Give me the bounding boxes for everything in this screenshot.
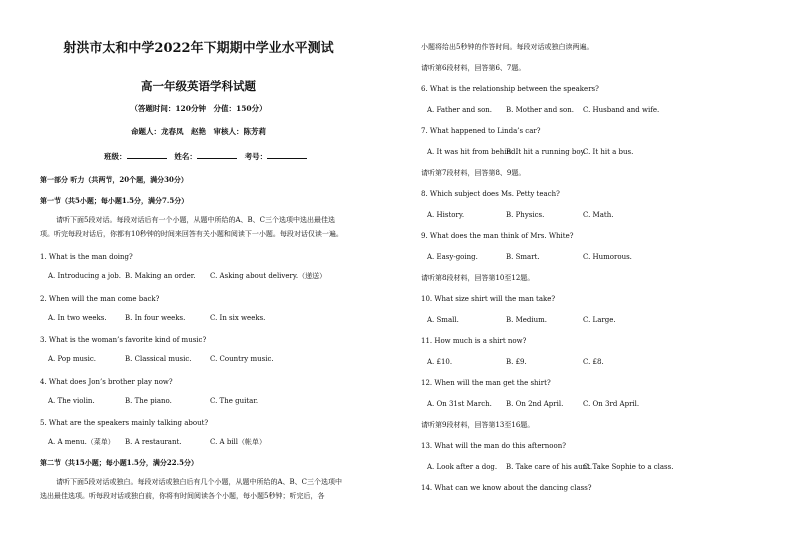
question-3: 3. What is the woman’s favorite kind of music? <box>40 336 207 344</box>
section2-instruction-continued: 小题将给出5秒钟的作答时间。每段对话或独白读两遍。 <box>421 43 594 51</box>
question-3-option-a: A. Pop music. <box>48 355 96 363</box>
question-4-option-a: A. The violin. <box>48 397 95 405</box>
question-10-option-c: C. Large. <box>583 316 616 324</box>
question-12-option-a: A. On 31st March. <box>427 400 492 408</box>
question-9-option-b: B. Smart. <box>506 253 540 261</box>
question-1-option-a: A. Introducing a job. <box>48 272 122 280</box>
question-13: 13. What will the man do this afternoon? <box>421 442 567 450</box>
section1-heading: 第一节（共5小题；每小题1.5分，满分7.5分） <box>40 196 189 205</box>
number-blank[interactable] <box>267 151 307 159</box>
question-8-option-c: C. Math. <box>583 211 614 219</box>
question-7-option-a: A. It was hit from behind. <box>427 148 518 156</box>
question-2-option-a: A. In two weeks. <box>48 314 107 322</box>
question-1-option-c: C. Asking about delivery.（递送） <box>210 272 327 280</box>
name-blank[interactable] <box>197 151 237 159</box>
question-12: 12. When will the man get the shirt? <box>421 379 551 387</box>
question-6: 6. What is the relationship between the speakers? <box>421 85 599 93</box>
material-instruction: 请听第7段材料，回答第8、9题。 <box>421 169 526 177</box>
question-6-option-c: C. Husband and wife. <box>583 106 660 114</box>
section2-heading: 第二节（共15小题；每小题1.5分，满分22.5分） <box>40 458 198 467</box>
material-instruction: 请听第9段材料，回答第13至16题。 <box>421 421 535 429</box>
number-label: 考号： <box>244 152 268 161</box>
exam-authors: 命题人：龙春凤 赵艳 审核人：陈芳莉 <box>131 127 266 136</box>
class-label: 班级： <box>104 152 127 161</box>
question-3-option-b: B. Classical music. <box>125 355 192 363</box>
question-10-option-a: A. Small. <box>427 316 459 324</box>
exam-info: （答题时间：120分钟 分值：150分） <box>130 104 267 113</box>
question-10: 10. What size shirt will the man take? <box>421 295 556 303</box>
question-11-option-c: C. £8. <box>583 358 604 366</box>
question-7-option-b: B. It hit a running boy. <box>506 148 586 156</box>
question-11-option-b: B. £9. <box>506 358 527 366</box>
question-3-option-c: C. Country music. <box>210 355 274 363</box>
question-13-option-b: B. Take care of his aunt. <box>506 463 593 471</box>
section1-instruction-line1: 请听下面5段对话。每段对话后有一个小题，从题中所给的A、B、C三个选项中选出最佳选 <box>56 216 336 224</box>
question-14: 14. What can we know about the dancing class? <box>421 484 592 492</box>
question-13-option-a: A. Look after a dog. <box>427 463 498 471</box>
question-4-option-c: C. The guitar. <box>210 397 259 405</box>
section1-instruction-line2: 项。听完每段对话后，你都有10秒钟的时间来回答有关小题和阅读下一小题。每段对话仅读一遍。 <box>40 230 343 238</box>
question-7: 7. What happened to Linda’s car? <box>421 127 541 135</box>
question-9-option-c: C. Humorous. <box>583 253 632 261</box>
question-5-option-a: A. A menu.（菜单） <box>48 438 115 446</box>
question-10-option-b: B. Medium. <box>506 316 547 324</box>
section2-instruction-line2: 选出最佳选项。听每段对话或独白前，你将有时间阅读各个小题，每小题5秒钟；听完后，各 <box>40 492 325 500</box>
question-4: 4. What does Jon’s brother play now? <box>40 378 173 386</box>
question-5-option-c: C. A bill（帐单） <box>210 438 267 446</box>
question-11: 11. How much is a shirt now? <box>421 337 527 345</box>
question-6-option-b: B. Mother and son. <box>506 106 574 114</box>
material-instruction: 请听第6段材料，回答第6、7题。 <box>421 64 526 72</box>
question-8-option-a: A. History. <box>427 211 465 219</box>
student-info-fields <box>104 151 307 161</box>
question-12-option-b: B. On 2nd April. <box>506 400 564 408</box>
question-2-option-b: B. In four weeks. <box>125 314 186 322</box>
question-2: 2. When will the man come back? <box>40 295 160 303</box>
class-blank[interactable] <box>127 151 167 159</box>
question-7-option-c: C. It hit a bus. <box>583 148 634 156</box>
question-6-option-a: A. Father and son. <box>427 106 493 114</box>
question-4-option-b: B. The piano. <box>125 397 172 405</box>
question-8: 8. Which subject does Ms. Petty teach? <box>421 190 560 198</box>
question-5: 5. What are the speakers mainly talking about? <box>40 419 209 427</box>
question-8-option-b: B. Physics. <box>506 211 545 219</box>
question-5-option-b: B. A restaurant. <box>125 438 182 446</box>
question-9: 9. What does the man think of Mrs. White? <box>421 232 574 240</box>
question-11-option-a: A. £10. <box>427 358 453 366</box>
question-12-option-c: C. On 3rd April. <box>583 400 640 408</box>
question-1-option-b: B. Making an order. <box>125 272 196 280</box>
question-9-option-a: A. Easy-going. <box>427 253 478 261</box>
exam-title: 射洪市太和中学2022年下期期中学业水平测试 <box>63 41 334 56</box>
question-2-option-c: C. In six weeks. <box>210 314 266 322</box>
exam-subtitle: 高一年级英语学科试题 <box>141 79 256 93</box>
section2-instruction-line1: 请听下面5段对话或独白。每段对话或独白后有几个小题，从题中所给的A、B、C三个选项中 <box>56 478 343 486</box>
right-column <box>397 0 794 544</box>
question-1: 1. What is the man doing? <box>40 253 133 261</box>
name-label: 姓名： <box>174 152 197 161</box>
question-13-option-c: C. Take Sophie to a class. <box>583 463 674 471</box>
material-instruction: 请听第8段材料，回答第10至12题。 <box>421 274 535 282</box>
part1-heading: 第一部分 听力（共两节，20个题，满分30分） <box>40 175 188 184</box>
